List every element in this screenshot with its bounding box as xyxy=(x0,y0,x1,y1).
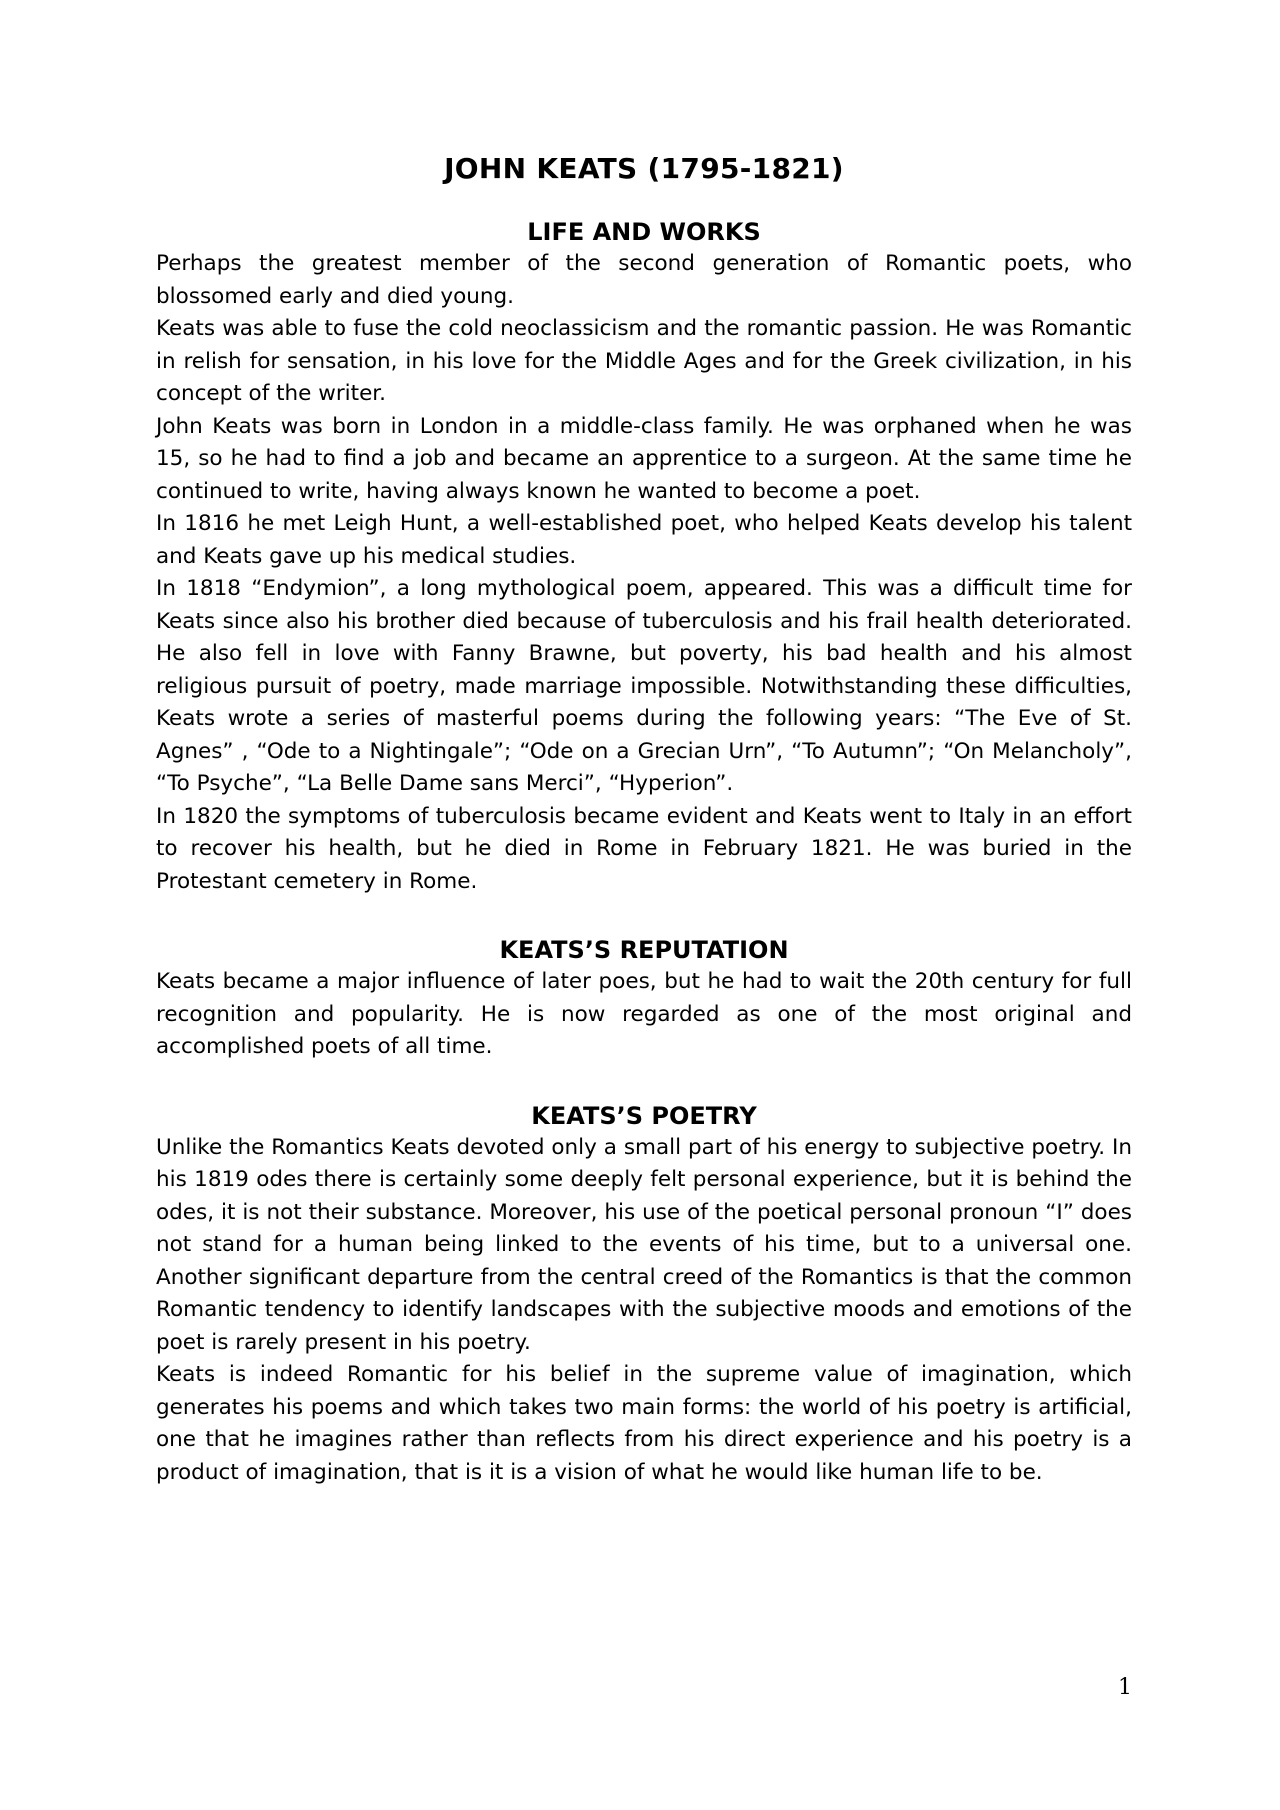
section-keats-reputation xyxy=(156,934,1132,1064)
section-heading: LIFE AND WORKS xyxy=(527,218,761,246)
document-page xyxy=(156,152,1132,1489)
paragraph: Keats was able to fuse the cold neoclassicism and the romantic passion. He was Romantic in relish for sensation, in his love for the Middle Ages and for the Greek civilization, in his concept of the writer. xyxy=(156,316,1132,406)
section-life-and-works xyxy=(156,216,1132,898)
section-heading: KEATS’S POETRY xyxy=(531,1101,757,1130)
paragraph: In 1820 the symptoms of tuberculosis became evident and Keats went to Italy in an effort to recover his health, but he died in Rome in February 1821. He was buried in the Protestant cemetery in Rome. xyxy=(156,803,1132,894)
paragraph: Keats is indeed Romantic for his belief in the supreme value of imagination, which generates his poems and which takes two main forms: the world of his poetry is artificial, one that he imagines rather than reflects from his direct experience and his poetry is a product of imagination, that is it is a vision of what he would like human life to be. xyxy=(156,1362,1132,1485)
section-heading: KEATS’S REPUTATION xyxy=(499,936,789,964)
paragraph: In 1816 he met Leigh Hunt, a well-established poet, who helped Keats develop his talent and Keats gave up his medical studies. xyxy=(156,511,1132,569)
paragraph: Unlike the Romantics Keats devoted only a small part of his energy to subjective poetry. In his 1819 odes there is certainly some deeply felt personal experience, but it is behind the odes, it is not their substance. Moreover, his use of the poetical personal pronoun “I” does not stand for a human being linked to the events of his time, but to a universal one. Another significant departure from the central creed of the Romantics is that the common Romantic tendency to identify landscapes with the subjective moods and emotions of the poet is rarely present in his poetry. xyxy=(156,1134,1132,1355)
document-title: JOHN KEATS (1795-1821) xyxy=(444,152,844,185)
section-keats-poetry xyxy=(156,1100,1132,1490)
paragraph: Perhaps the greatest member of the second generation of Romantic poets, who blossomed early and died young. xyxy=(156,251,1132,309)
page-number: 1 xyxy=(1118,1675,1132,1700)
paragraph: Keats became a major influence of later poes, but he had to wait the 20th century for full recognition and popularity. He is now regarded as one of the most original and accomplished poets of all time. xyxy=(156,969,1132,1059)
paragraph: John Keats was born in London in a middle-class family. He was orphaned when he was 15, so he had to find a job and became an apprentice to a surgeon. At the same time he continued to write, having always known he wanted to become a poet. xyxy=(156,413,1132,504)
paragraph: In 1818 “Endymion”, a long mythological poem, appeared. This was a difficult time for Keats since also his brother died because of tuberculosis and his frail health deteriorated. He also fell in love with Fanny Brawne, but poverty, his bad health and his almost religious pursuit of poetry, made marriage impossible. Notwithstanding these difficulties, Keats wrote a series of masterful poems during the following years: “The Eve of St. Agnes” , “Ode to a Nightingale”; “Ode on a Grecian Urn”, “To Autumn”; “On Melancholy”, “To Psyche”, “La Belle Dame sans Merci”, “Hyperion”. xyxy=(156,576,1132,796)
